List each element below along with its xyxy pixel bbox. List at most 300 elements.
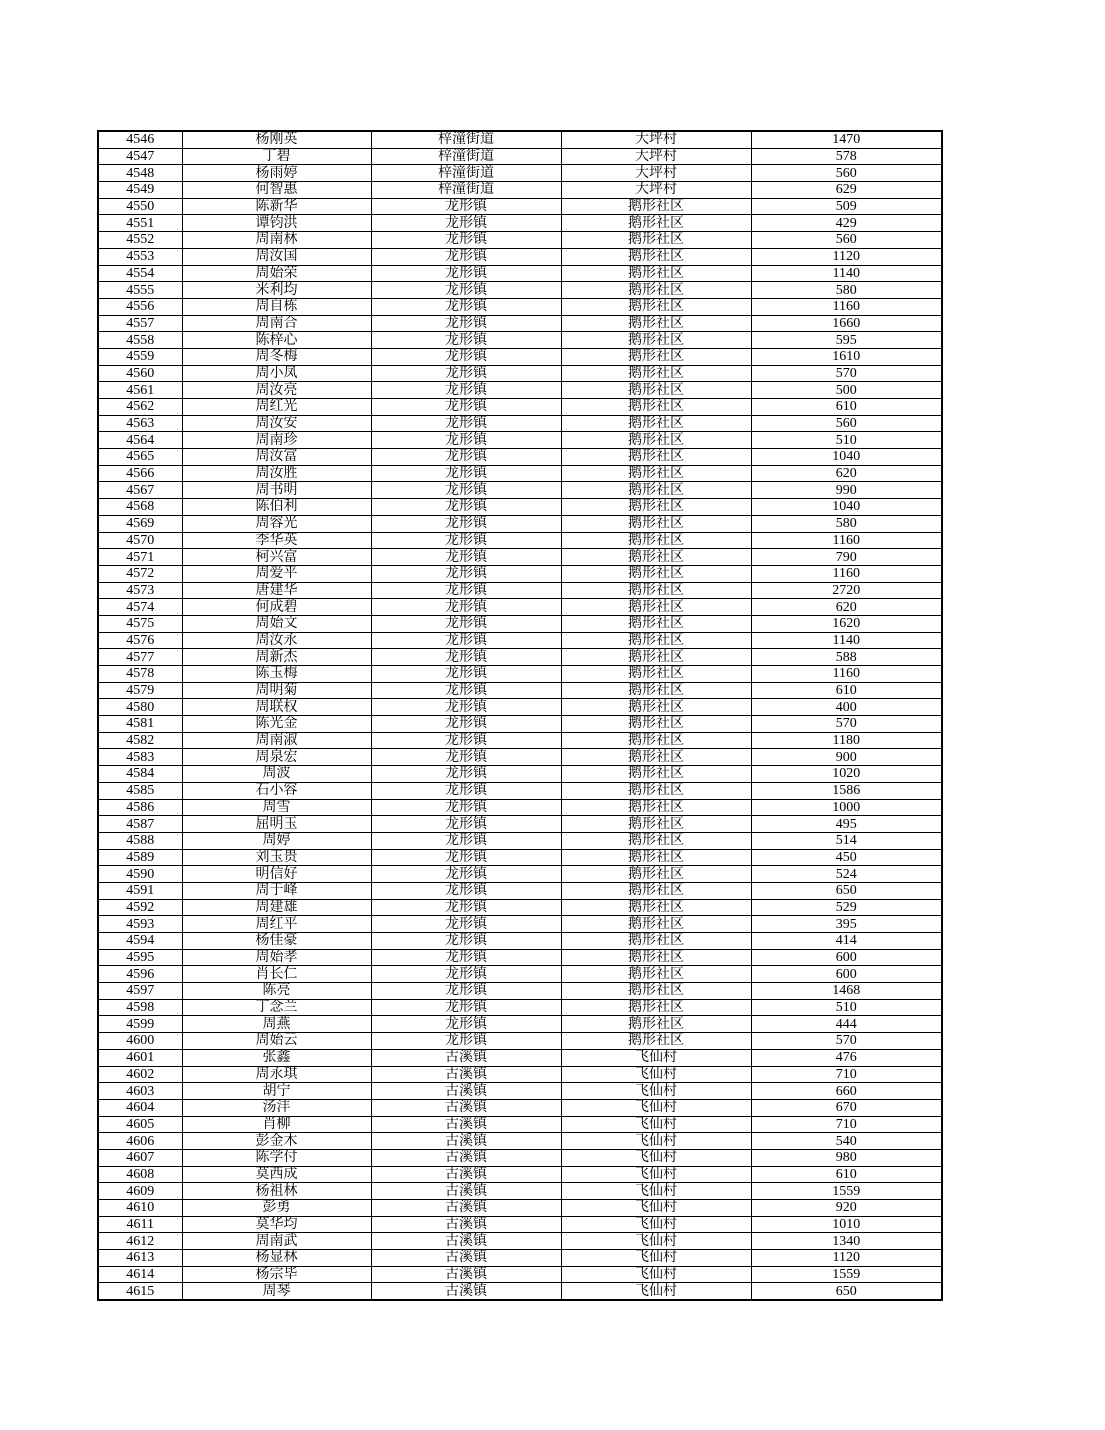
table-row — [98, 615, 942, 632]
amount-cell: 1610 — [751, 348, 942, 365]
village-cell: 鹅形社区 — [561, 682, 751, 699]
village-cell: 飞仙村 — [561, 1066, 751, 1083]
village-cell: 鹅形社区 — [561, 716, 751, 733]
table-row — [98, 732, 942, 749]
table-row — [98, 282, 942, 299]
town-cell: 龙形镇 — [371, 866, 561, 883]
row-number-cell: 4584 — [98, 766, 182, 783]
amount-cell: 600 — [751, 966, 942, 983]
village-cell: 飞仙村 — [561, 1283, 751, 1300]
village-cell: 鹅形社区 — [561, 532, 751, 549]
town-cell: 龙形镇 — [371, 732, 561, 749]
name-cell: 周南武 — [182, 1233, 371, 1250]
table-row — [98, 382, 942, 399]
table-row — [98, 632, 942, 649]
town-cell: 龙形镇 — [371, 565, 561, 582]
town-cell: 龙形镇 — [371, 983, 561, 1000]
name-cell: 周书明 — [182, 482, 371, 499]
name-cell: 周汝富 — [182, 449, 371, 466]
village-cell: 鹅形社区 — [561, 515, 751, 532]
town-cell: 龙形镇 — [371, 899, 561, 916]
table-row — [98, 1116, 942, 1133]
row-number-cell: 4605 — [98, 1116, 182, 1133]
town-cell: 龙形镇 — [371, 465, 561, 482]
amount-cell: 580 — [751, 282, 942, 299]
village-cell: 飞仙村 — [561, 1216, 751, 1233]
table-row — [98, 933, 942, 950]
village-cell: 鹅形社区 — [561, 332, 751, 349]
amount-cell: 980 — [751, 1149, 942, 1166]
table-row — [98, 565, 942, 582]
village-cell: 鹅形社区 — [561, 816, 751, 833]
table-row — [98, 1183, 942, 1200]
name-cell: 周南淑 — [182, 732, 371, 749]
name-cell: 丁碧 — [182, 148, 371, 165]
village-cell: 鹅形社区 — [561, 215, 751, 232]
town-cell: 龙形镇 — [371, 315, 561, 332]
row-number-cell: 4609 — [98, 1183, 182, 1200]
village-cell: 鹅形社区 — [561, 1016, 751, 1033]
village-cell: 鹅形社区 — [561, 999, 751, 1016]
table-row — [98, 165, 942, 182]
amount-cell: 560 — [751, 415, 942, 432]
row-number-cell: 4566 — [98, 465, 182, 482]
name-cell: 周汝胜 — [182, 465, 371, 482]
name-cell: 周汝亮 — [182, 382, 371, 399]
town-cell: 龙形镇 — [371, 449, 561, 466]
town-cell: 古溪镇 — [371, 1233, 561, 1250]
row-number-cell: 4564 — [98, 432, 182, 449]
town-cell: 龙形镇 — [371, 799, 561, 816]
table-row — [98, 916, 942, 933]
town-cell: 龙形镇 — [371, 966, 561, 983]
village-cell: 鹅形社区 — [561, 348, 751, 365]
village-cell: 飞仙村 — [561, 1116, 751, 1133]
name-cell: 周小凤 — [182, 365, 371, 382]
amount-cell: 650 — [751, 882, 942, 899]
village-cell: 飞仙村 — [561, 1250, 751, 1267]
row-number-cell: 4568 — [98, 499, 182, 516]
table-row — [98, 432, 942, 449]
table-row — [98, 816, 942, 833]
table-row — [98, 882, 942, 899]
amount-cell: 620 — [751, 599, 942, 616]
village-cell: 鹅形社区 — [561, 265, 751, 282]
amount-cell: 570 — [751, 716, 942, 733]
table-row — [98, 1033, 942, 1050]
town-cell: 梓潼街道 — [371, 165, 561, 182]
amount-cell: 570 — [751, 1033, 942, 1050]
village-cell: 鹅形社区 — [561, 582, 751, 599]
town-cell: 龙形镇 — [371, 298, 561, 315]
village-cell: 鹅形社区 — [561, 632, 751, 649]
village-cell: 鹅形社区 — [561, 615, 751, 632]
village-cell: 飞仙村 — [561, 1166, 751, 1183]
name-cell: 杨显林 — [182, 1250, 371, 1267]
amount-cell: 1160 — [751, 565, 942, 582]
table-row — [98, 248, 942, 265]
row-number-cell: 4571 — [98, 549, 182, 566]
amount-cell: 610 — [751, 682, 942, 699]
table-row — [98, 482, 942, 499]
row-number-cell: 4546 — [98, 131, 182, 148]
table-row — [98, 866, 942, 883]
amount-cell: 560 — [751, 165, 942, 182]
amount-cell: 1620 — [751, 615, 942, 632]
row-number-cell: 4582 — [98, 732, 182, 749]
row-number-cell: 4601 — [98, 1049, 182, 1066]
table-row — [98, 799, 942, 816]
name-cell: 陈玉梅 — [182, 666, 371, 683]
village-cell: 鹅形社区 — [561, 599, 751, 616]
row-number-cell: 4592 — [98, 899, 182, 916]
amount-cell: 588 — [751, 649, 942, 666]
table-row — [98, 1049, 942, 1066]
town-cell: 龙形镇 — [371, 682, 561, 699]
table-row — [98, 315, 942, 332]
name-cell: 李华英 — [182, 532, 371, 549]
row-number-cell: 4570 — [98, 532, 182, 549]
name-cell: 杨佳豪 — [182, 933, 371, 950]
amount-cell: 2720 — [751, 582, 942, 599]
name-cell: 陈新华 — [182, 198, 371, 215]
village-cell: 大坪村 — [561, 131, 751, 148]
town-cell: 龙形镇 — [371, 949, 561, 966]
row-number-cell: 4577 — [98, 649, 182, 666]
amount-cell: 578 — [751, 148, 942, 165]
village-cell: 飞仙村 — [561, 1099, 751, 1116]
village-cell: 鹅形社区 — [561, 916, 751, 933]
village-cell: 鹅形社区 — [561, 549, 751, 566]
name-cell: 周始云 — [182, 1033, 371, 1050]
amount-cell: 670 — [751, 1099, 942, 1116]
amount-cell: 429 — [751, 215, 942, 232]
row-number-cell: 4567 — [98, 482, 182, 499]
village-cell: 鹅形社区 — [561, 232, 751, 249]
name-cell: 陈亮 — [182, 983, 371, 1000]
name-cell: 刘玉贵 — [182, 849, 371, 866]
row-number-cell: 4611 — [98, 1216, 182, 1233]
town-cell: 龙形镇 — [371, 999, 561, 1016]
amount-cell: 1468 — [751, 983, 942, 1000]
row-number-cell: 4580 — [98, 699, 182, 716]
town-cell: 龙形镇 — [371, 549, 561, 566]
table-row — [98, 198, 942, 215]
amount-cell: 1120 — [751, 248, 942, 265]
name-cell: 丁念兰 — [182, 999, 371, 1016]
village-cell: 鹅形社区 — [561, 882, 751, 899]
village-cell: 鹅形社区 — [561, 849, 751, 866]
table-row — [98, 549, 942, 566]
town-cell: 古溪镇 — [371, 1250, 561, 1267]
town-cell: 龙形镇 — [371, 849, 561, 866]
village-cell: 鹅形社区 — [561, 382, 751, 399]
amount-cell: 1120 — [751, 1250, 942, 1267]
row-number-cell: 4554 — [98, 265, 182, 282]
town-cell: 龙形镇 — [371, 232, 561, 249]
row-number-cell: 4558 — [98, 332, 182, 349]
table-row — [98, 716, 942, 733]
table-row — [98, 1016, 942, 1033]
row-number-cell: 4579 — [98, 682, 182, 699]
amount-cell: 540 — [751, 1133, 942, 1150]
village-cell: 鹅形社区 — [561, 732, 751, 749]
name-cell: 周始荣 — [182, 265, 371, 282]
row-number-cell: 4610 — [98, 1200, 182, 1217]
row-number-cell: 4604 — [98, 1099, 182, 1116]
row-number-cell: 4576 — [98, 632, 182, 649]
town-cell: 龙形镇 — [371, 716, 561, 733]
table-row — [98, 449, 942, 466]
name-cell: 石小容 — [182, 782, 371, 799]
amount-cell: 509 — [751, 198, 942, 215]
table-row — [98, 1066, 942, 1083]
row-number-cell: 4598 — [98, 999, 182, 1016]
table-row — [98, 499, 942, 516]
village-cell: 鹅形社区 — [561, 499, 751, 516]
table-row — [98, 515, 942, 532]
town-cell: 古溪镇 — [371, 1099, 561, 1116]
amount-cell: 580 — [751, 515, 942, 532]
amount-cell: 900 — [751, 749, 942, 766]
amount-cell: 1160 — [751, 666, 942, 683]
table-row — [98, 399, 942, 416]
row-number-cell: 4591 — [98, 882, 182, 899]
row-number-cell: 4572 — [98, 565, 182, 582]
table-row — [98, 1083, 942, 1100]
village-cell: 鹅形社区 — [561, 666, 751, 683]
name-cell: 杨刚英 — [182, 131, 371, 148]
town-cell: 龙形镇 — [371, 265, 561, 282]
table-row — [98, 766, 942, 783]
town-cell: 龙形镇 — [371, 666, 561, 683]
amount-cell: 620 — [751, 465, 942, 482]
name-cell: 周波 — [182, 766, 371, 783]
amount-cell: 1140 — [751, 632, 942, 649]
table-body — [98, 131, 942, 1300]
name-cell: 周琴 — [182, 1283, 371, 1300]
name-cell: 周爱平 — [182, 565, 371, 582]
amount-cell: 395 — [751, 916, 942, 933]
village-cell: 鹅形社区 — [561, 399, 751, 416]
name-cell: 胡宁 — [182, 1083, 371, 1100]
name-cell: 肖长仁 — [182, 966, 371, 983]
amount-cell: 1559 — [751, 1183, 942, 1200]
name-cell: 周红平 — [182, 916, 371, 933]
name-cell: 彭勇 — [182, 1200, 371, 1217]
name-cell: 周容光 — [182, 515, 371, 532]
row-number-cell: 4548 — [98, 165, 182, 182]
amount-cell: 444 — [751, 1016, 942, 1033]
name-cell: 周始文 — [182, 615, 371, 632]
village-cell: 鹅形社区 — [561, 766, 751, 783]
name-cell: 陈学付 — [182, 1149, 371, 1166]
village-cell: 鹅形社区 — [561, 1033, 751, 1050]
town-cell: 龙形镇 — [371, 749, 561, 766]
name-cell: 陈光金 — [182, 716, 371, 733]
town-cell: 龙形镇 — [371, 282, 561, 299]
amount-cell: 560 — [751, 232, 942, 249]
row-number-cell: 4575 — [98, 615, 182, 632]
village-cell: 鹅形社区 — [561, 933, 751, 950]
amount-cell: 1000 — [751, 799, 942, 816]
name-cell: 周冬梅 — [182, 348, 371, 365]
town-cell: 梓潼街道 — [371, 131, 561, 148]
town-cell: 龙形镇 — [371, 699, 561, 716]
row-number-cell: 4593 — [98, 916, 182, 933]
name-cell: 周新杰 — [182, 649, 371, 666]
town-cell: 古溪镇 — [371, 1049, 561, 1066]
town-cell: 龙形镇 — [371, 1016, 561, 1033]
village-cell: 飞仙村 — [561, 1149, 751, 1166]
amount-cell: 524 — [751, 866, 942, 883]
village-cell: 飞仙村 — [561, 1183, 751, 1200]
name-cell: 肖柳 — [182, 1116, 371, 1133]
town-cell: 古溪镇 — [371, 1066, 561, 1083]
amount-cell: 414 — [751, 933, 942, 950]
row-number-cell: 4561 — [98, 382, 182, 399]
town-cell: 龙形镇 — [371, 649, 561, 666]
name-cell: 周南合 — [182, 315, 371, 332]
amount-cell: 990 — [751, 482, 942, 499]
town-cell: 龙形镇 — [371, 348, 561, 365]
amount-cell: 450 — [751, 849, 942, 866]
village-cell: 鹅形社区 — [561, 799, 751, 816]
row-number-cell: 4586 — [98, 799, 182, 816]
town-cell: 古溪镇 — [371, 1183, 561, 1200]
row-number-cell: 4557 — [98, 315, 182, 332]
name-cell: 周汝安 — [182, 415, 371, 432]
village-cell: 鹅形社区 — [561, 699, 751, 716]
row-number-cell: 4574 — [98, 599, 182, 616]
table-row — [98, 1233, 942, 1250]
amount-cell: 1340 — [751, 1233, 942, 1250]
table-row — [98, 649, 942, 666]
amount-cell: 1040 — [751, 499, 942, 516]
town-cell: 古溪镇 — [371, 1149, 561, 1166]
name-cell: 柯兴富 — [182, 549, 371, 566]
table-row — [98, 682, 942, 699]
amount-cell: 510 — [751, 999, 942, 1016]
town-cell: 龙形镇 — [371, 615, 561, 632]
row-number-cell: 4608 — [98, 1166, 182, 1183]
row-number-cell: 4560 — [98, 365, 182, 382]
town-cell: 龙形镇 — [371, 399, 561, 416]
name-cell: 周明菊 — [182, 682, 371, 699]
row-number-cell: 4589 — [98, 849, 182, 866]
town-cell: 龙形镇 — [371, 515, 561, 532]
table-row — [98, 148, 942, 165]
name-cell: 莫西成 — [182, 1166, 371, 1183]
amount-cell: 1160 — [751, 532, 942, 549]
amount-cell: 920 — [751, 1200, 942, 1217]
village-cell: 鹅形社区 — [561, 649, 751, 666]
village-cell: 鹅形社区 — [561, 198, 751, 215]
table-row — [98, 365, 942, 382]
name-cell: 周泉宏 — [182, 749, 371, 766]
amount-cell: 400 — [751, 699, 942, 716]
name-cell: 周汝永 — [182, 632, 371, 649]
amount-cell: 610 — [751, 1166, 942, 1183]
village-cell: 鹅形社区 — [561, 966, 751, 983]
town-cell: 龙形镇 — [371, 816, 561, 833]
row-number-cell: 4549 — [98, 182, 182, 199]
town-cell: 龙形镇 — [371, 432, 561, 449]
amount-cell: 600 — [751, 949, 942, 966]
table-row — [98, 582, 942, 599]
row-number-cell: 4556 — [98, 298, 182, 315]
amount-cell: 1140 — [751, 265, 942, 282]
village-cell: 鹅形社区 — [561, 415, 751, 432]
amount-cell: 610 — [751, 399, 942, 416]
village-cell: 鹅形社区 — [561, 298, 751, 315]
village-cell: 鹅形社区 — [561, 866, 751, 883]
table-row — [98, 182, 942, 199]
table-row — [98, 1149, 942, 1166]
table-row — [98, 832, 942, 849]
town-cell: 龙形镇 — [371, 599, 561, 616]
name-cell: 周燕 — [182, 1016, 371, 1033]
name-cell: 周永琪 — [182, 1066, 371, 1083]
table-row — [98, 1266, 942, 1283]
row-number-cell: 4550 — [98, 198, 182, 215]
name-cell: 周建雄 — [182, 899, 371, 916]
name-cell: 杨祖林 — [182, 1183, 371, 1200]
row-number-cell: 4573 — [98, 582, 182, 599]
table-row — [98, 232, 942, 249]
village-cell: 鹅形社区 — [561, 248, 751, 265]
town-cell: 龙形镇 — [371, 499, 561, 516]
name-cell: 何智惠 — [182, 182, 371, 199]
town-cell: 龙形镇 — [371, 1033, 561, 1050]
name-cell: 陈梓心 — [182, 332, 371, 349]
amount-cell: 1010 — [751, 1216, 942, 1233]
table-row — [98, 298, 942, 315]
amount-cell: 1160 — [751, 298, 942, 315]
town-cell: 古溪镇 — [371, 1166, 561, 1183]
table-row — [98, 849, 942, 866]
name-cell: 周联权 — [182, 699, 371, 716]
amount-cell: 510 — [751, 432, 942, 449]
town-cell: 古溪镇 — [371, 1200, 561, 1217]
village-cell: 飞仙村 — [561, 1200, 751, 1217]
row-number-cell: 4597 — [98, 983, 182, 1000]
village-cell: 鹅形社区 — [561, 482, 751, 499]
village-cell: 飞仙村 — [561, 1266, 751, 1283]
town-cell: 龙形镇 — [371, 198, 561, 215]
amount-cell: 1470 — [751, 131, 942, 148]
row-number-cell: 4583 — [98, 749, 182, 766]
amount-cell: 529 — [751, 899, 942, 916]
name-cell: 明信好 — [182, 866, 371, 883]
amount-cell: 660 — [751, 1083, 942, 1100]
town-cell: 龙形镇 — [371, 365, 561, 382]
table-row — [98, 1283, 942, 1300]
town-cell: 古溪镇 — [371, 1083, 561, 1100]
village-cell: 飞仙村 — [561, 1083, 751, 1100]
village-cell: 鹅形社区 — [561, 749, 751, 766]
village-cell: 大坪村 — [561, 148, 751, 165]
name-cell: 周南珍 — [182, 432, 371, 449]
village-cell: 鹅形社区 — [561, 282, 751, 299]
row-number-cell: 4578 — [98, 666, 182, 683]
name-cell: 米利均 — [182, 282, 371, 299]
row-number-cell: 4551 — [98, 215, 182, 232]
town-cell: 梓潼街道 — [371, 182, 561, 199]
name-cell: 周红光 — [182, 399, 371, 416]
amount-cell: 650 — [751, 1283, 942, 1300]
table-row — [98, 699, 942, 716]
